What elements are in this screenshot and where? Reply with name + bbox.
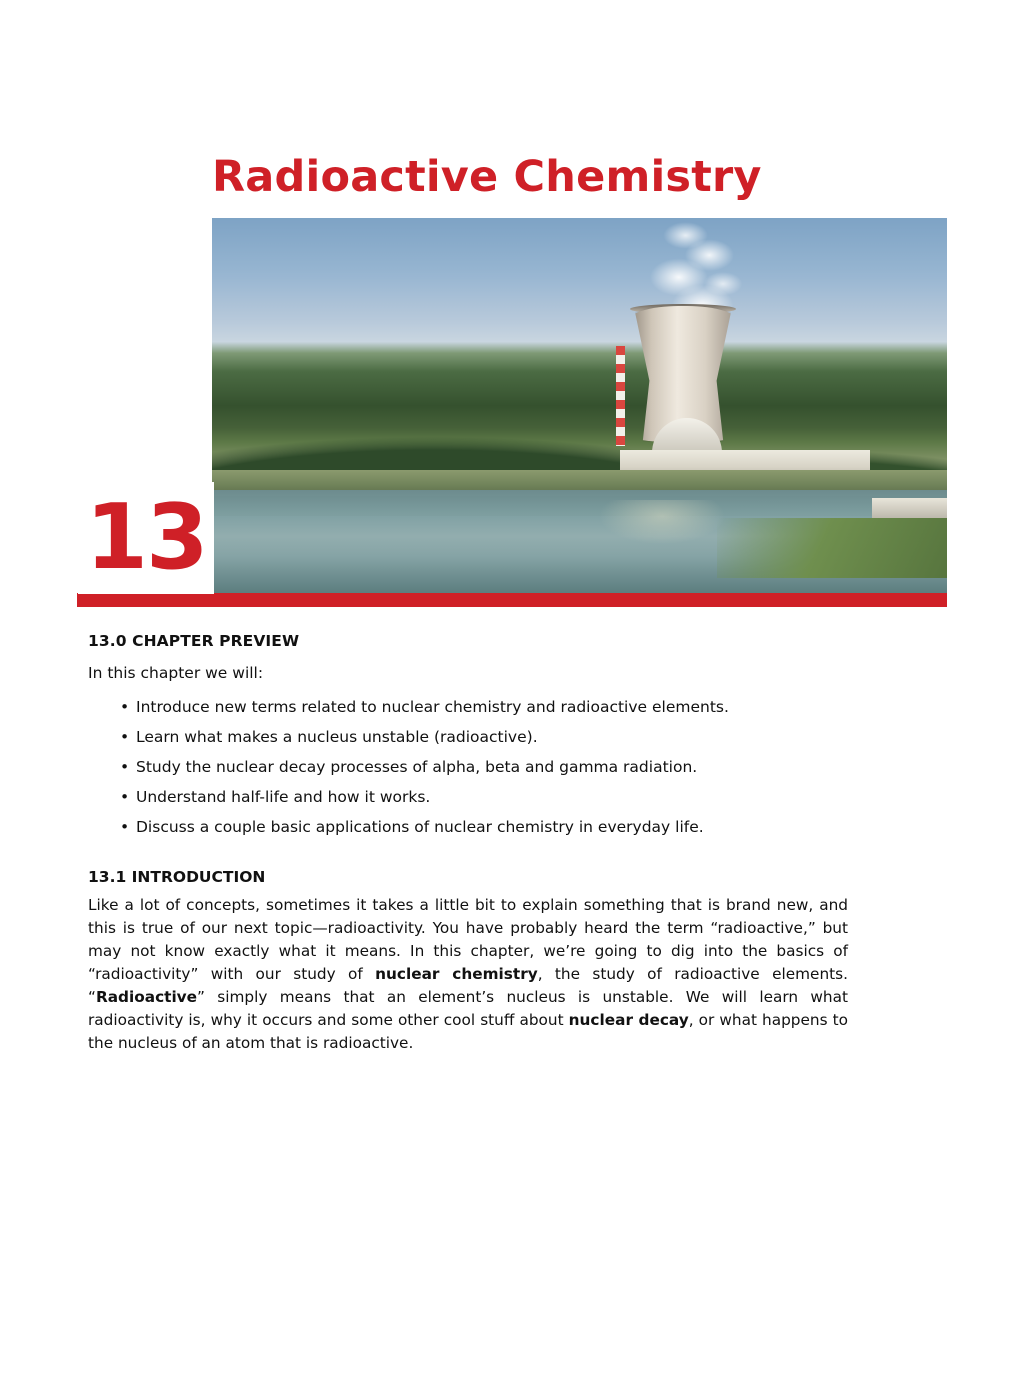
introduction-paragraph xyxy=(88,894,848,1055)
list-item: • Introduce new terms related to nuclear chemistry and radioactive elements. xyxy=(120,692,848,722)
chapter-preview-list xyxy=(88,692,848,842)
chapter-hero-image xyxy=(212,218,947,593)
chapter-preview-heading: 13.0 CHAPTER PREVIEW xyxy=(88,632,300,650)
intro-text-3: ” simply means that an element’s nucleus is unstable. We will learn what radioactivity is, why it occurs and some other cool stuff about xyxy=(88,988,848,1029)
water-reflection xyxy=(572,500,752,580)
accent-rule xyxy=(77,593,947,607)
chapter-number-badge: 13 xyxy=(78,482,214,594)
list-item: • Understand half-life and how it works. xyxy=(120,782,848,812)
list-item: • Discuss a couple basic applications of nuclear chemistry in everyday life. xyxy=(120,812,848,842)
term-nuclear-chemistry: nuclear chemistry xyxy=(375,965,538,983)
chapter-preview-lead: In this chapter we will: xyxy=(88,664,264,682)
intro-text-1: Like a lot of concepts, sometimes it takes a little bit to explain something that is brand new, and this is true of our next topic—radioactivity. You have probably heard the term “radioactive,” but may not know exactly what it means. In this chapter, we’re going to dig into the basics of “radioactivity” with our study of xyxy=(88,896,848,983)
page-content xyxy=(88,632,848,1055)
page-title: Radioactive Chemistry xyxy=(212,152,762,202)
intro-text-4: , or what happens to the nucleus of an atom that is radioactive. xyxy=(88,1011,848,1052)
intro-text-2: , the study of radioactive elements. “ xyxy=(88,965,848,1006)
list-item: • Study the nuclear decay processes of alpha, beta and gamma radiation. xyxy=(120,752,848,782)
striped-chimney xyxy=(616,346,625,446)
term-radioactive: Radioactive xyxy=(95,988,198,1006)
introduction-heading: 13.1 INTRODUCTION xyxy=(88,868,266,886)
term-nuclear-decay: nuclear decay xyxy=(568,1011,689,1029)
list-item: • Learn what makes a nucleus unstable (radioactive). xyxy=(120,722,848,752)
far-buildings xyxy=(872,498,947,518)
